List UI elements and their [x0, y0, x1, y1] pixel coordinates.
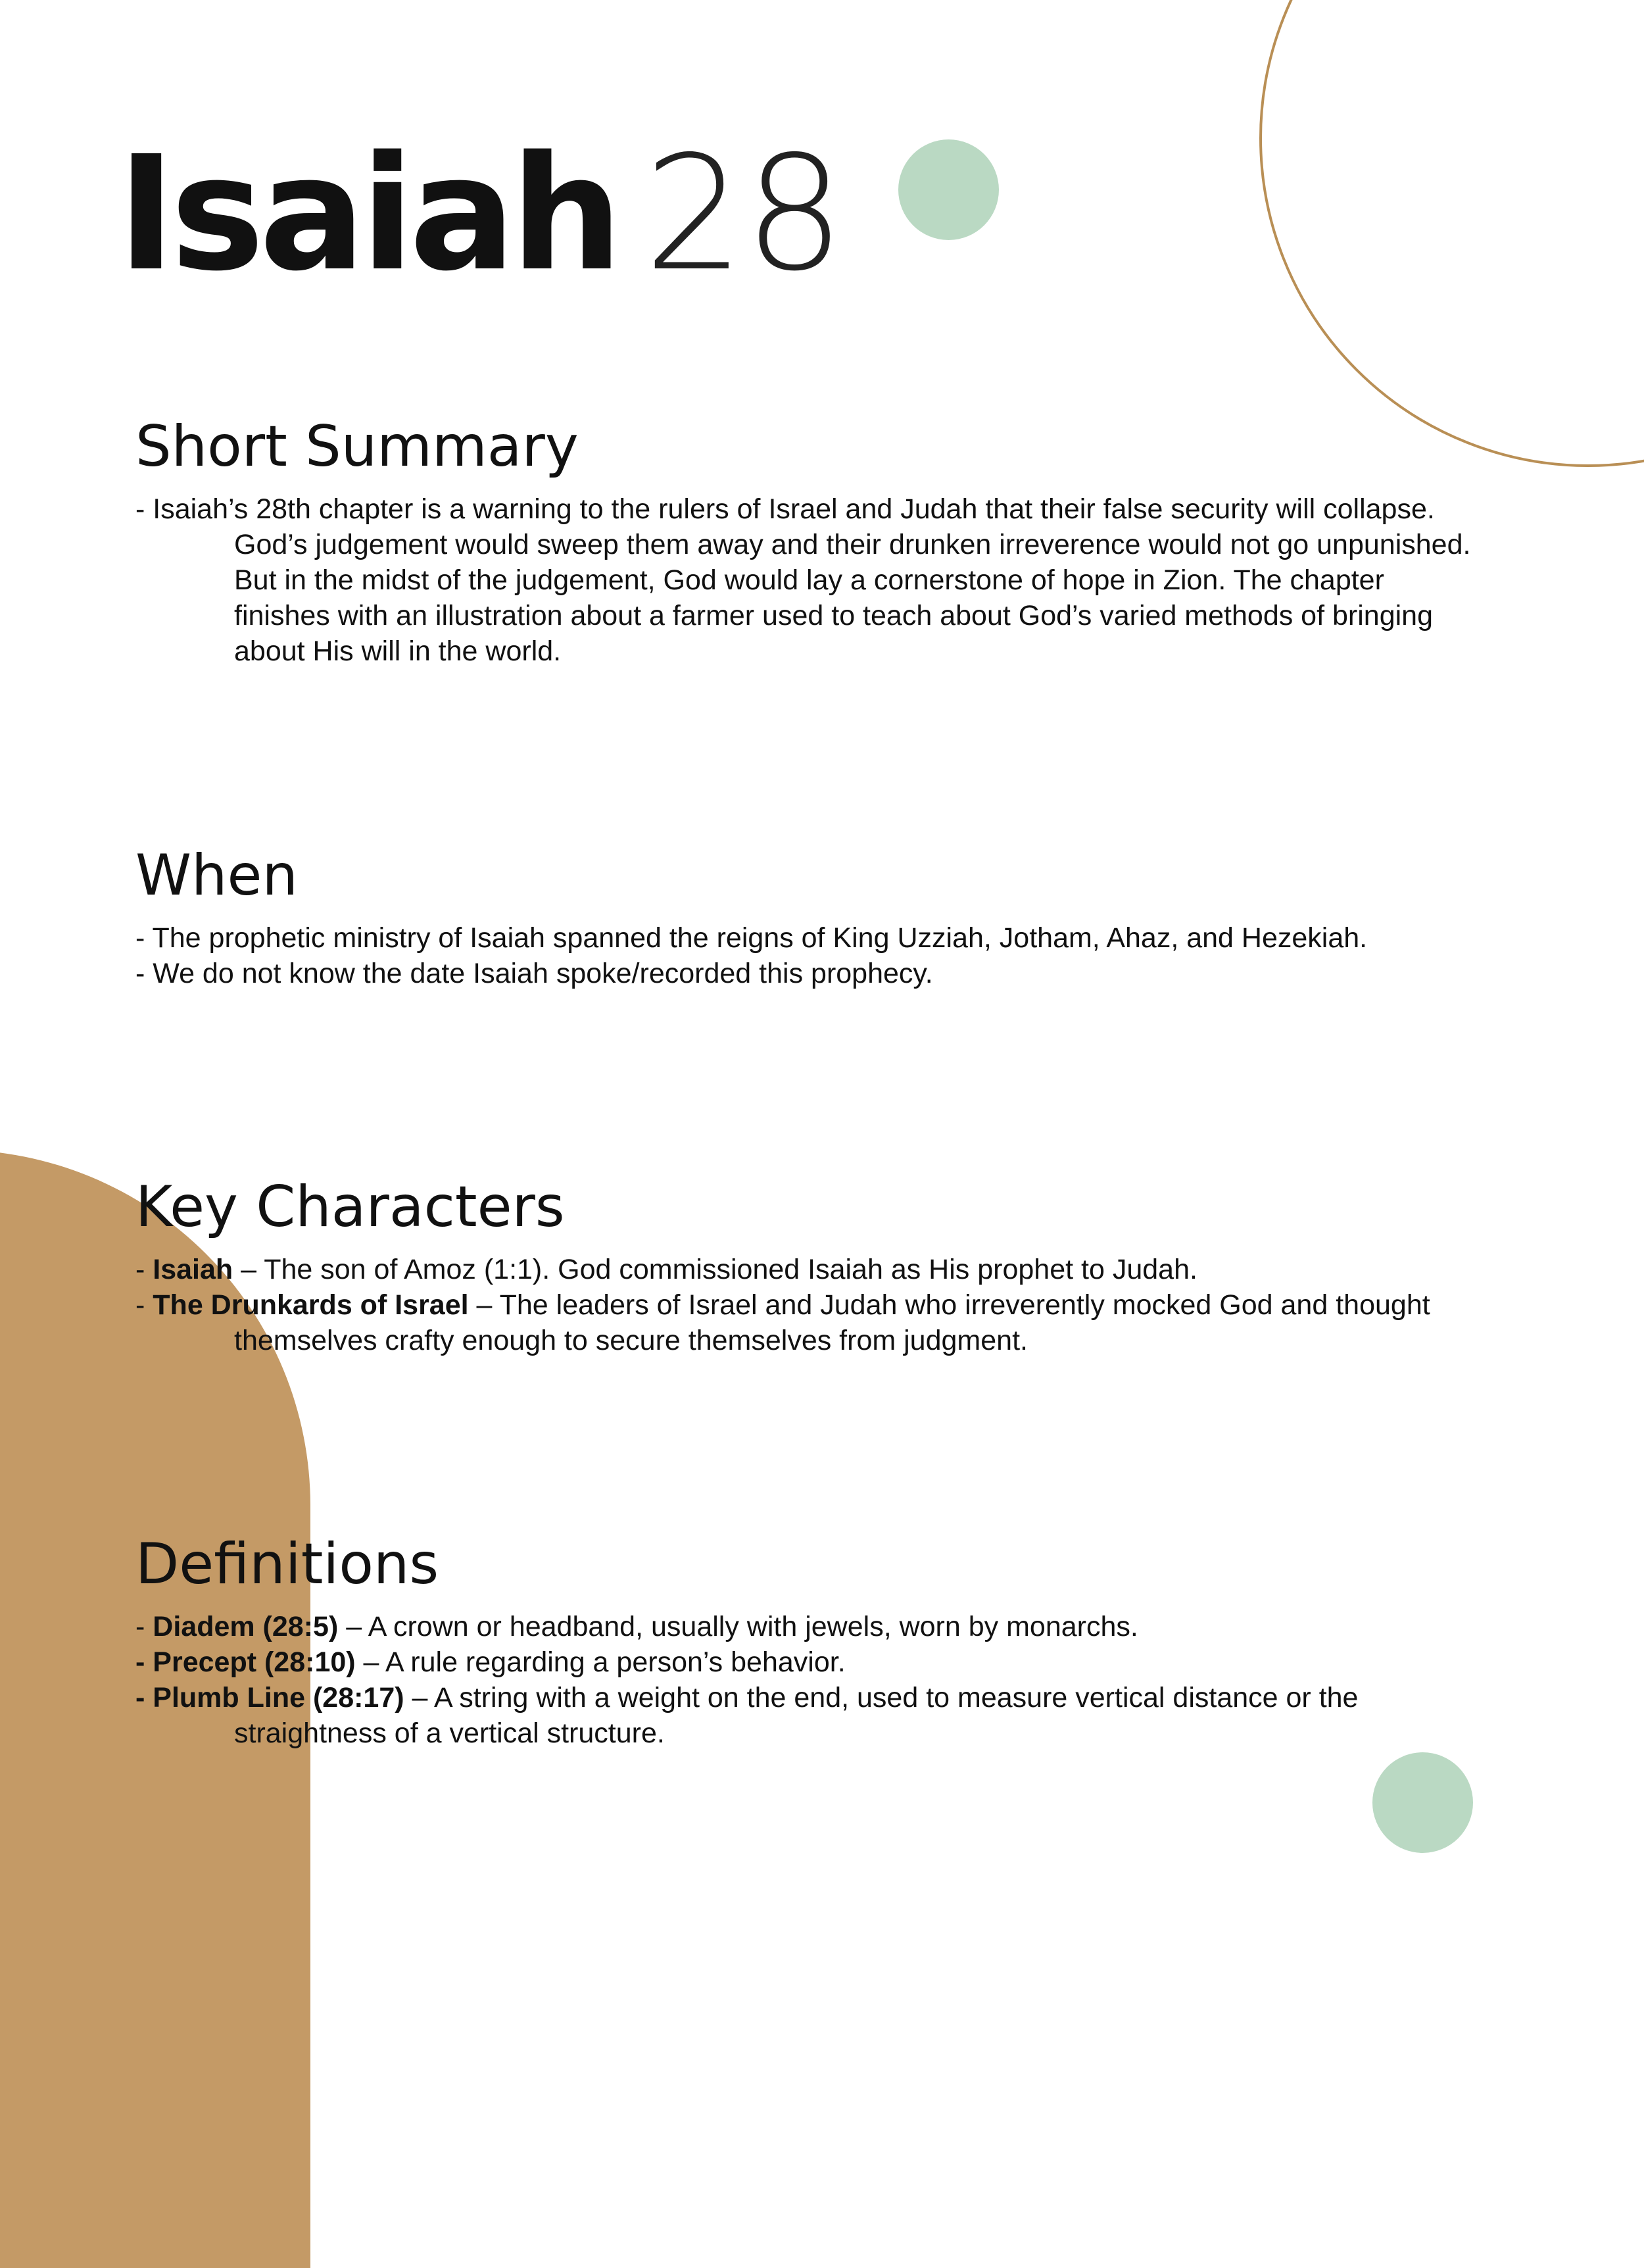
definitions-heading: Definitions [135, 1531, 439, 1597]
when-heading: When [135, 843, 298, 908]
definition-continuation: straightness of a vertical structure. [234, 1717, 665, 1749]
character-name: The Drunkards of Israel [153, 1289, 469, 1321]
definition-text: – A string with a weight on the end, used to measure vertical distance or the [404, 1681, 1359, 1713]
list-dash: - [135, 1681, 153, 1713]
decorative-dot-top [898, 139, 999, 240]
definition-term [135, 1682, 404, 1713]
when-section [135, 843, 1549, 991]
definition-text: – A crown or headband, usually with jewels, worn by monarchs. [338, 1610, 1138, 1642]
characters-heading: Key Characters [135, 1174, 565, 1240]
definition-item [135, 1609, 1549, 1644]
decorative-ring [1259, 0, 1644, 467]
character-description: – The son of Amoz (1:1). God commissioned Isaiah as His prophet to Judah. [233, 1253, 1197, 1285]
summary-line: God’s judgement would sweep them away and their drunken irreverence would not go unpunished. [234, 528, 1471, 560]
character-continuation: themselves crafty enough to secure themselves from judgment. [234, 1324, 1028, 1356]
when-line: - The prophetic ministry of Isaiah spanned the reigns of King Uzziah, Jotham, Ahaz, and Hezekiah. [135, 922, 1368, 954]
title-word: Isaiah [117, 122, 618, 306]
definition-term: Diadem (28:5) [153, 1610, 339, 1642]
when-line: - We do not know the date Isaiah spoke/recorded this prophecy. [135, 957, 933, 989]
character-item [135, 1287, 1549, 1323]
definition-text: – A rule regarding a person’s behavior. [355, 1646, 846, 1678]
title-number: 28 [644, 122, 845, 306]
list-dash: - [135, 1646, 153, 1678]
decorative-dot-bottom [1372, 1752, 1473, 1853]
definition-term-label: Precept (28:10) [153, 1646, 356, 1678]
summary-line: finishes with an illustration about a farmer used to teach about God’s varied methods of bringing [234, 599, 1433, 631]
character-item [135, 1252, 1549, 1287]
definition-term-label: Plumb Line (28:17) [153, 1681, 404, 1713]
characters-section [135, 1175, 1549, 1358]
definition-item [135, 1680, 1549, 1715]
list-dash: - [135, 1610, 153, 1642]
definition-term [135, 1646, 356, 1678]
character-description: – The leaders of Israel and Judah who irreverently mocked God and thought [468, 1289, 1430, 1321]
summary-line: But in the midst of the judgement, God would lay a cornerstone of hope in Zion. The chapter [234, 564, 1384, 596]
summary-section [135, 414, 1549, 669]
summary-line: about His will in the world. [234, 635, 562, 667]
list-dash: - [135, 1289, 153, 1321]
list-dash: - [135, 1253, 153, 1285]
character-name: Isaiah [153, 1253, 233, 1285]
page-title [117, 122, 845, 306]
definition-item [135, 1644, 1549, 1680]
definitions-section [135, 1532, 1549, 1751]
summary-heading: Short Summary [135, 414, 579, 480]
summary-line: - Isaiah’s 28th chapter is a warning to the rulers of Israel and Judah that their false security will collapse. [135, 493, 1435, 525]
